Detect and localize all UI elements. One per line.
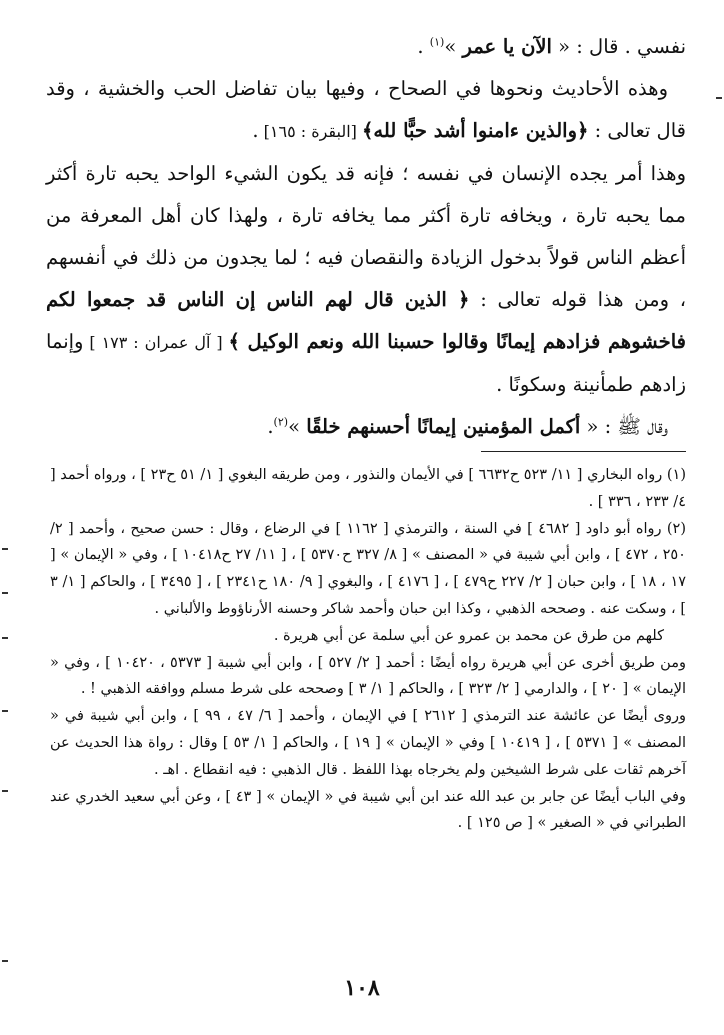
paragraph-3-end: وإنما زادهم طمأنينة وسكونًا . — [46, 330, 686, 396]
paragraph-2-text: وهذه الأحاديث ونحوها في الصحاح ، وفيها بيان تفاضل الحب والخشية ، وقد قال تعالى : — [46, 77, 686, 142]
margin-mark — [2, 592, 8, 594]
line-1-suffix: » — [444, 35, 463, 58]
page-number: ١٠٨ — [344, 975, 380, 1001]
margin-mark — [2, 710, 8, 712]
footnote-2-note: كلهم من طرق عن محمد بن عمرو عن أبي سلمة عن أبي هريرة . — [273, 627, 664, 644]
paragraph-1 — [46, 26, 686, 68]
paragraph-4-end: . — [267, 415, 274, 438]
main-text — [46, 26, 686, 448]
footnote-2-aisha: وروى أيضًا عن عائشة عند الترمذي [ ٢٦١٢ ] في الإيمان ، وأحمد [ ٦/ ٤٧ ، ٩٩ ] ، وابن أبي شيبة في « المصنف » [ ٥٣٧١ ] ، [ ١٠٤١٩ ] وفي « الإيمان » [ ١٩ ] ، والحاكم [ ١/ ٥٣ ] وقال : رواة هذا الحديث عن آخرهم ثقات على شرط الشيخين ولم يخرجاه بهذا اللفظ . قال الذهبي : فيه انقطاع . اهـ . — [50, 708, 687, 778]
hadith-quote-1: الآن يا عمر — [462, 35, 552, 58]
footnote-2-other: وفي الباب أيضًا عن جابر بن عبد الله عند ابن أبي شيبة في « الإيمان » [ ٤٣ ] ، وعن أبي سعيد الخدري عند الطبراني في « الصغير » [ ص ١٢٥ ] . — [50, 788, 686, 832]
verse-reference-2: [ آل عمران : ١٧٣ ] — [83, 333, 229, 352]
footnote-2-further: ومن طريق أخرى عن أبي هريرة رواه أيضًا : أحمد [ ٢/ ٥٢٧ ] ، وابن أبي شيبة [ ٥٣٧٣ ، ١٠٤٢٠ ] ، وفي « الإيمان » [ ٢٠ ] ، والدارمي [ ٢/ ٣٢٣ ] ، والحاكم [ ١/ ٣ ] وصححه على شرط مسلم ووافقه الذهبي ! . — [50, 654, 686, 698]
line-1-prefix: نفسي . قال : « — [551, 35, 686, 58]
paragraph-2 — [46, 68, 686, 153]
paragraph-3-text: وهذا أمر يجده الإنسان في نفسه ؛ فإنه قد يكون الشيء الواحد يحبه تارة أكثر مما يحبه تارة ، ويخافه تارة أكثر مما يخافه تارة ، ولهذا كان أهل المعرفة من أعظم الناس قولاً بدخول الزيادة والنقصان فيه ؛ لما يجدون من ذلك في أنفسهم ، ومن هذا قوله تعالى : — [46, 162, 686, 311]
paragraph-4 — [46, 406, 686, 448]
footnote-mark-2: (٢) — [273, 415, 289, 429]
margin-mark — [2, 960, 8, 962]
margin-mark — [2, 790, 8, 792]
margin-mark — [2, 637, 8, 639]
footnote-2: (٢) رواه أبو داود [ ٤٦٨٢ ] في السنة ، والترمذي [ ١١٦٢ ] في الرضاع ، وقال : حسن صحيح ، وأحمد [ ٢/ ٢٥٠ ، ٤٧٢ ] ، وابن أبي شيبة في « المصنف » [ ٨/ ٣٢٧ ح٥٣٧٠ ] ، [ ١١/ ٢٧ ح١٠٤١٨ ] ، وفي « الإيمان » [ ١٧ ، ١٨ ] ، وابن حبان [ ٢/ ٢٢٧ ح٤٧٩ ] ، [ ٤١٧٦ ] ، والبغوي [ ٩/ ١٨٠ ح٢٣٤١ ] ، [ ٣٤٩٥ ] ، والحاكم [ ١/ ٣ ] ، وسكت عنه . وصححه الذهبي ، وكذا ابن حبان وأحمد شاكر وحسنه الأرناؤوط والألباني . — [50, 520, 687, 617]
paragraph-4-prefix: وقال ﷺ : « — [580, 415, 668, 438]
footnote-mark-1: (١) — [429, 35, 445, 49]
paragraph-4-suffix: » — [288, 415, 307, 438]
hadith-quote-2: أكمل المؤمنين إيمانًا أحسنهم خلقًا — [306, 415, 581, 438]
footnote-divider — [481, 451, 686, 452]
paragraph-2-end: . — [252, 119, 259, 142]
margin-mark — [716, 97, 722, 99]
margin-mark — [2, 548, 8, 550]
footnote-1: (١) رواه البخاري [ ١١/ ٥٢٣ ح٦٦٣٢ ] في الأيمان والنذور ، ومن طريقه البغوي [ ١/ ٥١ ح٢٣ ] ، ورواه أحمد [ ٤/ ٢٣٣ ، ٣٣٦ ] . — [50, 467, 686, 510]
line-1-end: . — [417, 35, 430, 58]
verse-reference-1: [البقرة : ١٦٥] — [258, 122, 362, 141]
quran-verse-1: ﴿والذين ءامنوا أشد حبًّا لله﴾ — [362, 119, 589, 142]
quran-verse-2: ﴿ الذين قال لهم الناس إن الناس قد جمعوا لكم فاخشوهم فزادهم إيمانًا وقالوا حسبنا الله ونعم الوكيل ﴾ — [46, 288, 686, 353]
paragraph-3 — [46, 153, 686, 406]
footnotes-section — [50, 462, 686, 837]
